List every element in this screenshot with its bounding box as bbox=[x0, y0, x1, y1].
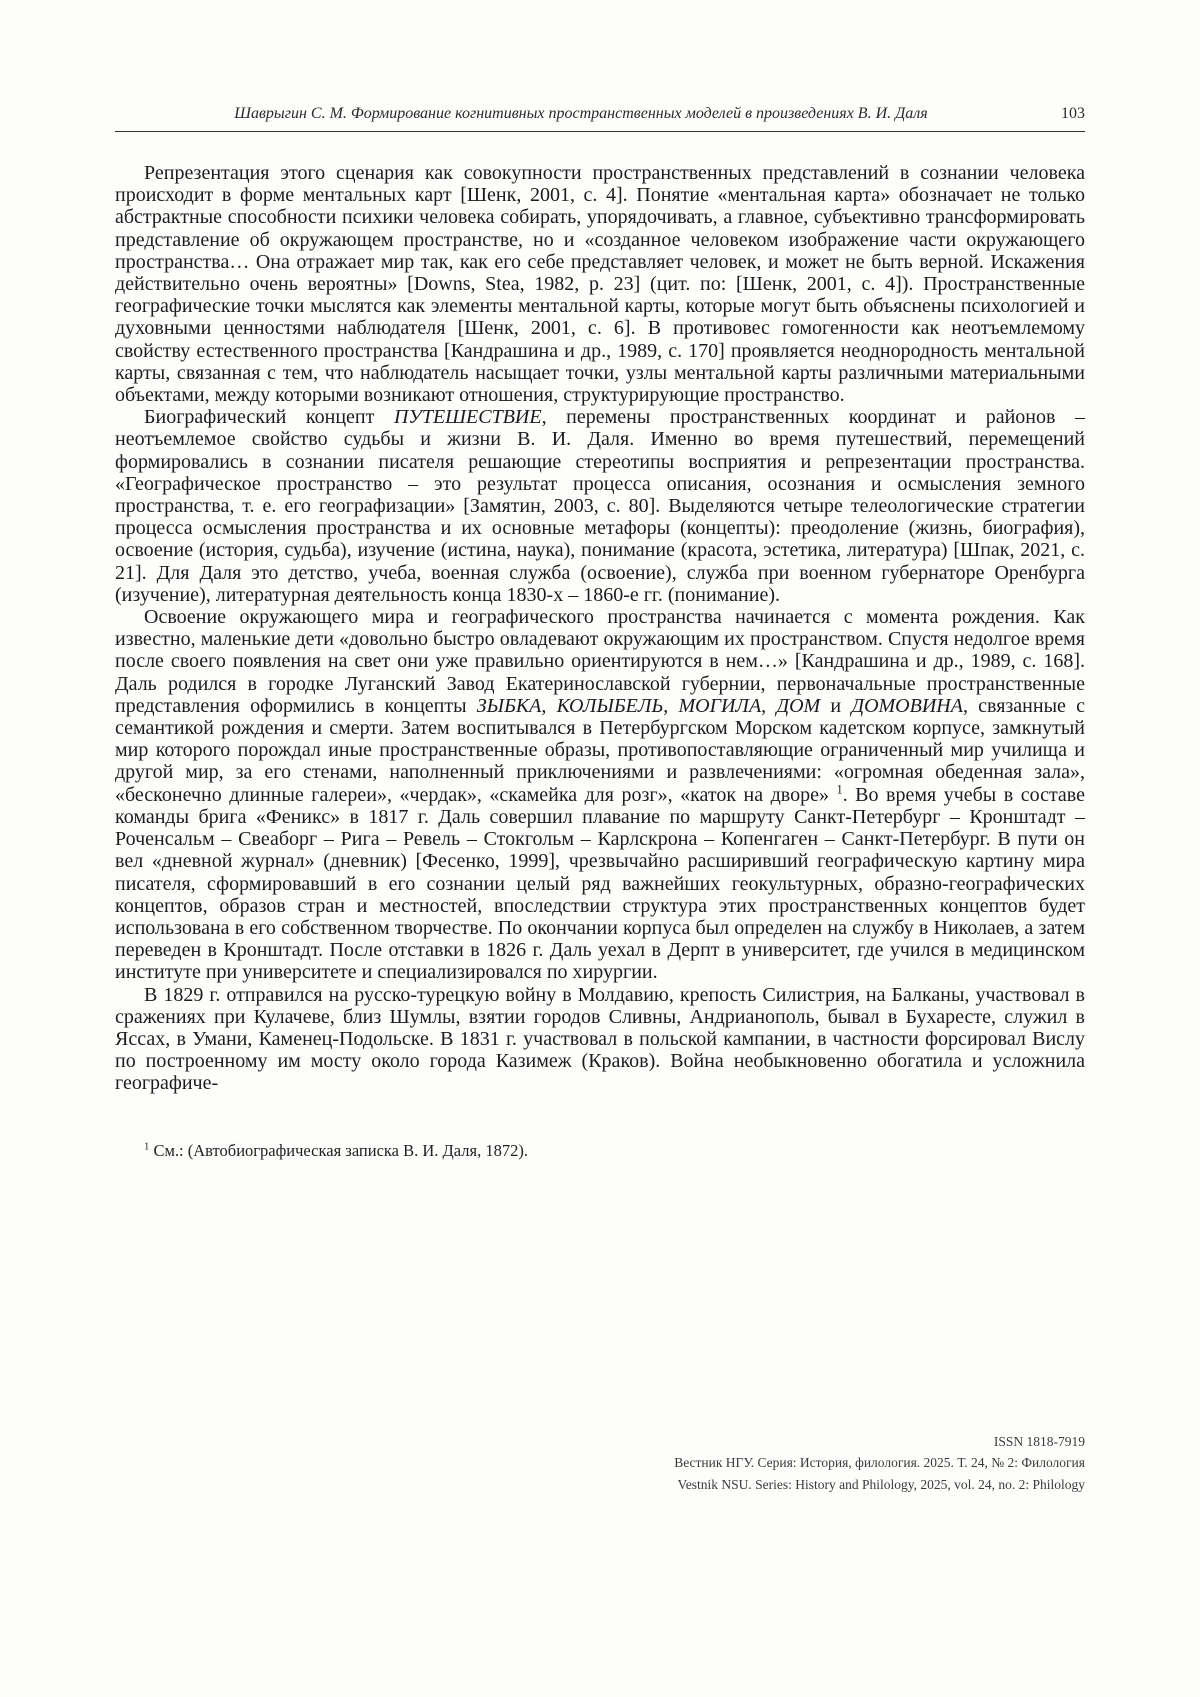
paragraph-3 bbox=[115, 606, 1085, 983]
text-run: , связанные с семантикой рождения и смерти. Затем воспитывался в Петербургском Морском кадетском корпусе, замкнутый мир которого порождал иные пространственные образы, противопоставляющие ограниченный мир училища и другой мир, за его стенами, наполненный приключениями и развлечениями: «огромная обеденная зала», «бесконечно длинные галереи», «чердак», «скамейка для розг», «каток на дворе» bbox=[115, 694, 1086, 806]
text-run: и bbox=[820, 694, 852, 717]
running-header bbox=[115, 104, 1085, 132]
footer-issn: ISSN 1818-7919 bbox=[993, 1433, 1085, 1449]
concept-term: МОГИЛА bbox=[678, 694, 762, 717]
text-run: , перемены пространственных координат и районов – неотъемлемое свойство судьбы и жизни В. И. Даля. Именно во время путешествий, перемещений формировались в сознании писателя решающие стереотипы восприятия и репрезентации пространства. «Географическое пространство – это результат процесса описания, осознания и осмысления земного пространства, т. е. его географизации» [Замятин, 2003, с. 80]. Выделяются четыре телеологические стратегии процесса осмысления пространства и их основные метафоры (концепты): преодоление (жизнь, биография), освоение (история, судьба), изучение (истина, наука), понимание (красота, эстетика, литература) [Шпак, 2021, с. 21]. Для Даля это детство, учеба, военная служба (освоение), служба при военном губернаторе Оренбурга (изучение), литературная деятельность конца 1830-х – 1860-е гг. (понимание). bbox=[115, 406, 1085, 606]
text-run: , bbox=[663, 694, 679, 717]
concept-term: ДОМ bbox=[776, 694, 821, 717]
footnote-marker: 1 bbox=[144, 1140, 150, 1153]
concept-term: ПУТЕШЕСТВИЕ bbox=[393, 406, 542, 429]
running-title: Шаврыгин С. М. Формирование когнитивных пространственных моделей в произведениях В. И. Даля bbox=[234, 105, 928, 122]
footnote bbox=[115, 1141, 1085, 1161]
header-divider bbox=[115, 131, 1085, 132]
running-header-line bbox=[115, 104, 1085, 123]
footer-journal-line-en: Vestnik NSU. Series: History and Philology, 2025, vol. 24, no. 2: Philology bbox=[677, 1476, 1085, 1492]
journal-footer bbox=[674, 1431, 1085, 1496]
paragraph-4 bbox=[115, 984, 1085, 1095]
concept-term: ДОМОВИНА bbox=[851, 694, 963, 717]
text-run: Биографический концепт bbox=[144, 406, 394, 429]
paragraph-1 bbox=[115, 162, 1085, 406]
article-body bbox=[115, 162, 1085, 1095]
paragraph-2 bbox=[115, 406, 1085, 606]
footnote-text: См.: (Автобиографическая записка В. И. Даля, 1872). bbox=[149, 1140, 528, 1160]
text-run: , bbox=[761, 694, 777, 717]
text-run: Освоение окружающего мира и географического пространства начинается с момента рождения. Как известно, маленькие дети «довольно быстро овладевают окружающим их пространством. Спустя недолгое время после своего появления на свет они уже правильно ориентируются в нем…» [Кандрашина и др., 1989, с. 168]. Даль родился в городке Луганский Завод Екатеринославской губернии, первоначальные пространственные представления оформились в концепты bbox=[115, 606, 1085, 717]
text-run: . Во время учебы в составе команды брига «Феникс» в 1817 г. Даль совершил плавание по маршруту Санкт-Петербург – Кронштадт – Роченсальм – Свеаборг – Рига – Ревель – Стокгольм – Карлскрона – Копенгаген – Санкт-Петербург. В пути он вел «дневной журнал» (дневник) [Фесенко, 1999], чрезвычайно расширивший географическую картину мира писателя, сформировавший в его сознании целый ряд важнейших геокультурных, образно-географических концептов, образов стран и местностей, впоследствии структура этих пространственных концептов будет использована в его собственном творчестве. По окончании корпуса был определен на службу в Николаев, а затем переведен в Кронштадт. После отставки в 1826 г. Даль уехал в Дерпт в университет, где учился в медицинском институте при университете и специализировался по хирургии. bbox=[115, 783, 1086, 984]
footnote-reference: 1 bbox=[836, 782, 843, 797]
page-number: 103 bbox=[1061, 105, 1085, 122]
concept-term: КОЛЫБЕЛЬ bbox=[556, 694, 664, 717]
footer-journal-line-ru: Вестник НГУ. Серия: История, филология. 2025. Т. 24, № 2: Филология bbox=[674, 1455, 1085, 1470]
text-run: Репрезентация этого сценария как совокупности пространственных представлений в сознании человека происходит в форме ментальных карт [Шенк, 2001, с. 4]. Понятие «ментальная карта» обозначает не только абстрактные способности психики человека собирать, упорядочивать, а главное, субъективно трансформировать представление об окружающем пространстве, но и «созданное человеком изображение части окружающего пространства… Она отражает мир так, как его себе представляет человек, и может не быть верной. Искажения действительно очень вероятны» [Downs, Stea, 1982, p. 23] (цит. по: [Шенк, 2001, с. 4]). Пространственные географические точки мыслятся как элементы ментальной карты, которые могут быть объяснены психологией и духовными ценностями наблюдателя [Шенк, 2001, с. 6]. В противовес гомогенности как неотъемлемому свойству естественного пространства [Кандрашина и др., 1989, с. 170] проявляется неоднородность ментальной карты, связанная с тем, что наблюдатель насыщает точки, узлы ментальной карты различными материальными объектами, между которыми возникают отношения, структурирующие пространство. bbox=[115, 162, 1085, 407]
text-run: , bbox=[541, 694, 557, 717]
text-run: В 1829 г. отправился на русско-турецкую войну в Молдавию, крепость Силистрия, на Балканы, участвовал в сражениях при Кулачеве, близ Шумлы, взятии городов Сливны, Андрианополь, бывал в Бухаресте, служил в Яссах, в Умани, Каменец-Подольске. В 1831 г. участвовал в польской кампании, в частности форсировал Вислу по построенному им мосту около города Казимеж (Краков). Война необыкновенно обогатила и усложнила географиче- bbox=[115, 983, 1085, 1095]
concept-term: ЗЫБКА bbox=[476, 694, 542, 717]
